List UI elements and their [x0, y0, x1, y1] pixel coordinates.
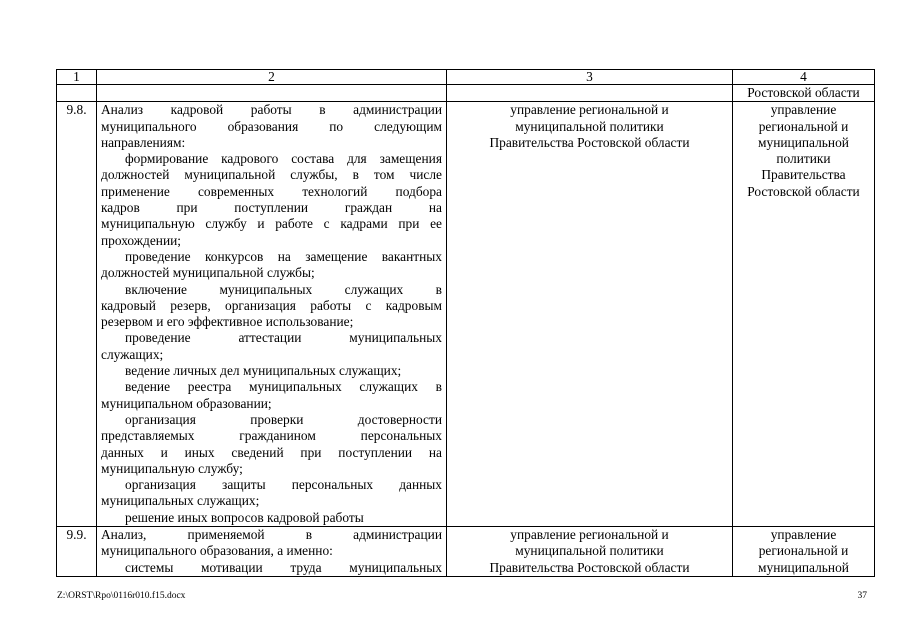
description-line: направлениям: — [101, 134, 186, 150]
row-number: 9.8. — [57, 102, 97, 527]
description-line: ведение личных дел муниципальных служащих; — [125, 363, 402, 379]
description-line: решение иных вопросов кадровой работы — [125, 509, 364, 525]
description-line: прохождении; — [101, 232, 181, 248]
description-line: кадровый резерв, организация работы с кадровым — [101, 297, 442, 313]
row-description — [97, 102, 447, 527]
table-header-row — [57, 70, 875, 85]
row-executor-line: Правительства Ростовской области — [489, 559, 690, 575]
description-line: организация проверки достоверности — [125, 411, 442, 427]
description-line: проведение аттестации муниципальных — [125, 330, 442, 346]
continuation-row — [57, 85, 875, 102]
row-executor-line: муниципальной политики — [515, 543, 664, 559]
row-responsible-line: политики — [776, 151, 831, 167]
description-line: муниципальную службу; — [101, 460, 243, 476]
description-line: представляемых гражданином персональных — [101, 428, 442, 444]
row-responsible-line: муниципальной — [758, 134, 849, 150]
row-executor-line: Правительства Ростовской области — [489, 134, 690, 150]
row-responsible-line: муниципальной — [758, 559, 849, 575]
description-line: данных и иных сведений при поступлении на — [101, 444, 442, 460]
footer-page-number: 37 — [857, 591, 867, 601]
row-responsible-line: региональной и — [758, 118, 849, 134]
description-line: должностей муниципальной службы, в том числе — [101, 167, 442, 183]
row-executor — [447, 527, 733, 577]
row-responsible-line: региональной и — [758, 543, 849, 559]
description-line: Анализ, применяемой в администрации — [101, 527, 442, 543]
row-executor-line: управление региональной и — [510, 102, 669, 118]
description-line: кадров при поступлении граждан на — [101, 200, 442, 216]
header-col-4: 4 — [733, 70, 875, 85]
row-executor-line: муниципальной политики — [515, 118, 664, 134]
footer-file-path: Z:\ORST\Rpo\0116r010.f15.docx — [57, 591, 186, 601]
description-line: формирование кадрового состава для замещения — [125, 151, 442, 167]
description-line: служащих; — [101, 346, 164, 362]
row-responsible-line: управление — [770, 102, 837, 118]
description-line: муниципального образования по следующим — [101, 118, 442, 134]
description-line: включение муниципальных служащих в — [125, 281, 442, 297]
row-description — [97, 527, 447, 577]
document-table — [56, 69, 875, 577]
row-responsible-line: Правительства — [761, 167, 846, 183]
row-executor-line: управление региональной и — [510, 527, 669, 543]
row-responsible — [733, 527, 875, 577]
description-line: муниципальных служащих; — [101, 493, 260, 509]
header-col-2: 2 — [97, 70, 447, 85]
description-line: организация защиты персональных данных — [125, 477, 442, 493]
description-line: должностей муниципальной службы; — [101, 265, 315, 281]
description-line: проведение конкурсов на замещение вакантных — [125, 248, 442, 264]
table-row — [57, 102, 875, 527]
description-line: применение современных технологий подбора — [101, 183, 442, 199]
row-responsible-line: Ростовской области — [747, 183, 860, 199]
description-line: Анализ кадровой работы в администрации — [101, 102, 442, 118]
header-col-1: 1 — [57, 70, 97, 85]
row-responsible — [733, 102, 875, 527]
header-col-3: 3 — [447, 70, 733, 85]
description-line: муниципального образования, а именно: — [101, 543, 333, 559]
description-line: муниципальную службу и работе с кадрами при ее — [101, 216, 442, 232]
row-executor — [447, 102, 733, 527]
continuation-col4: Ростовской области — [733, 85, 875, 102]
description-line: муниципальном образовании; — [101, 395, 272, 411]
table-row — [57, 527, 875, 577]
description-line: системы мотивации труда муниципальных — [125, 559, 442, 575]
row-number: 9.9. — [57, 527, 97, 577]
description-line: резервом и его эффективное использование; — [101, 314, 354, 330]
row-responsible-line: управление — [770, 527, 837, 543]
description-line: ведение реестра муниципальных служащих в — [125, 379, 442, 395]
